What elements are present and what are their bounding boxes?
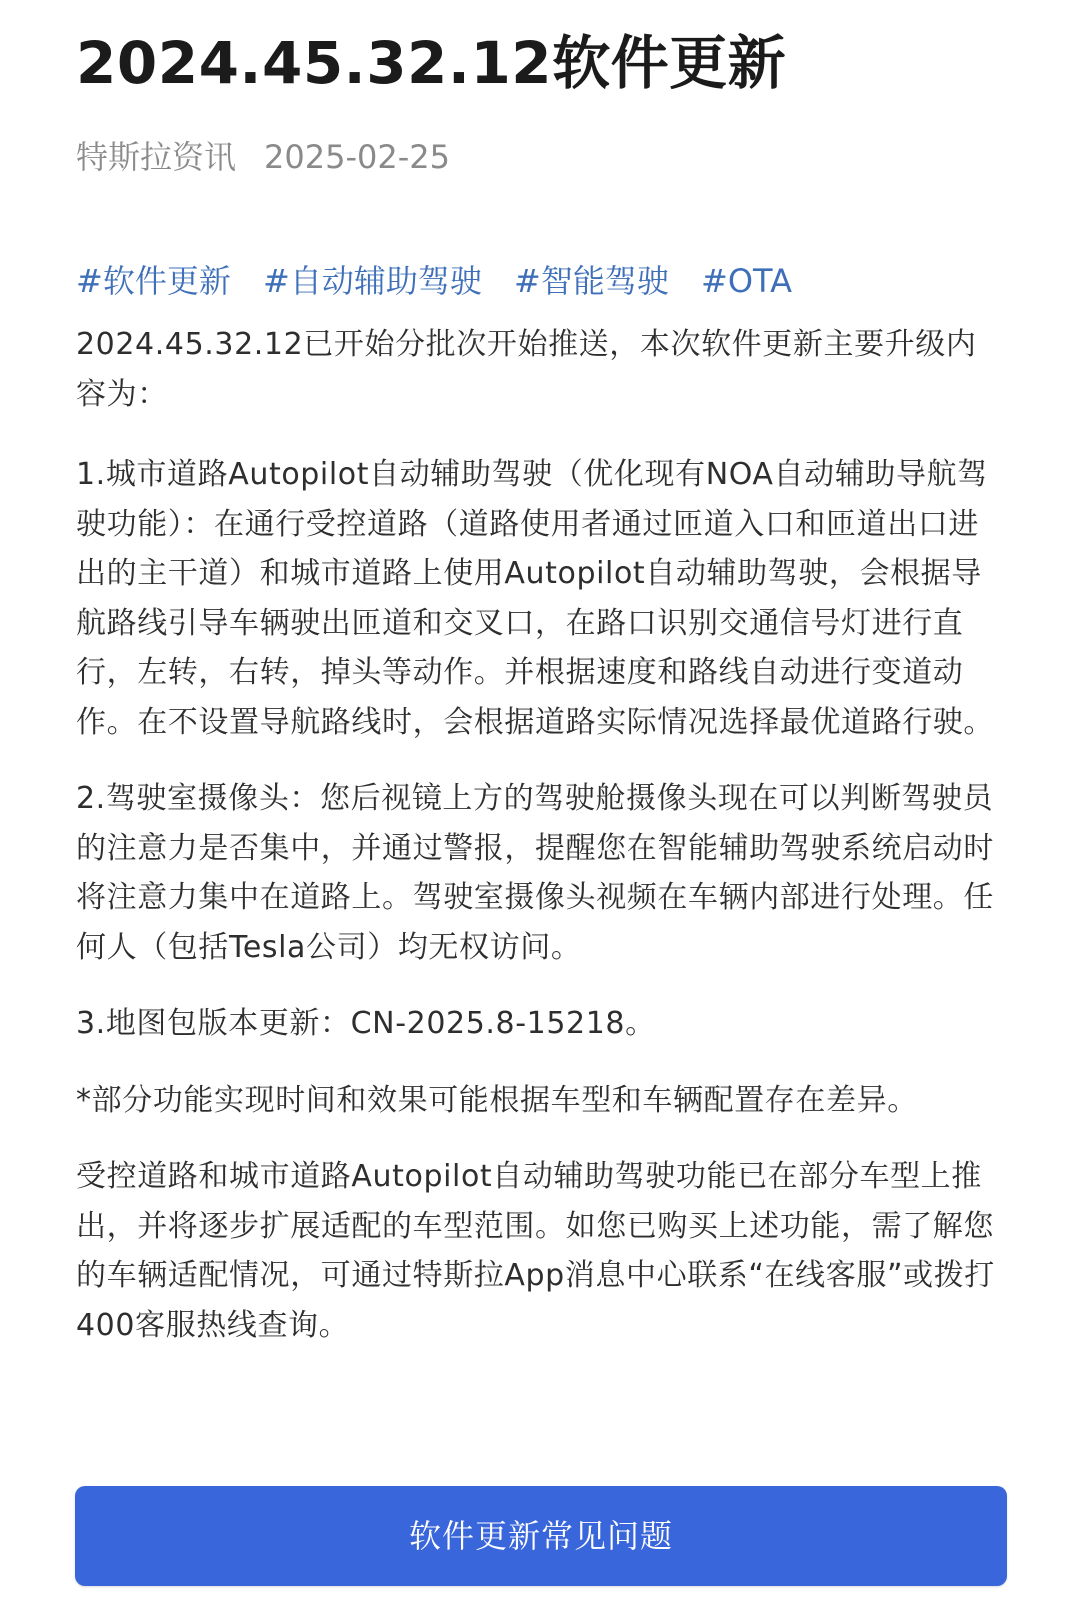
article-body	[76, 320, 996, 1377]
faq-button[interactable]: 软件更新常见问题	[75, 1486, 1007, 1586]
article-source: 特斯拉资讯	[76, 138, 237, 176]
article-date: 2025-02-25	[264, 138, 450, 176]
tag-ota[interactable]: #OTA	[701, 262, 792, 300]
article-title: 2024.45.32.12软件更新	[76, 29, 787, 97]
paragraph-disclaimer: *部分功能实现时间和效果可能根据车型和车辆配置存在差异。	[76, 1082, 918, 1118]
paragraph-availability: 受控道路和城市道路Autopilot自动辅助驾驶功能已在部分车型上推出，并将逐步扩展适配的车型范围。如您已购买上述功能，需了解您的车辆适配情况，可通过特斯拉App消息中心联系“在线客服”或拨打400客服热线查询。	[76, 1159, 995, 1343]
paragraph-map-update: 3.地图包版本更新：CN-2025.8-15218。	[76, 1006, 656, 1041]
tag-software-update[interactable]: #软件更新	[76, 262, 231, 300]
paragraph-intro: 2024.45.32.12已开始分批次开始推送，本次软件更新主要升级内容为：	[76, 327, 977, 412]
tag-autopilot[interactable]: #自动辅助驾驶	[263, 262, 482, 300]
article-meta	[76, 132, 450, 182]
tag-smart-driving[interactable]: #智能驾驶	[514, 262, 669, 300]
tag-list	[76, 256, 814, 306]
paragraph-cabin-camera: 2.驾驶室摄像头：您后视镜上方的驾驶舱摄像头现在可以判断驾驶员的注意力是否集中，并通过警报，提醒您在智能辅助驾驶系统启动时将注意力集中在道路上。驾驶室摄像头视频在车辆内部进行处理。任何人（包括Tesla公司）均无权访问。	[76, 781, 994, 965]
paragraph-city-autopilot: 1.城市道路Autopilot自动辅助驾驶（优化现有NOA自动辅助导航驾驶功能）：在通行受控道路（道路使用者通过匝道入口和匝道出口进出的主干道）和城市道路上使用Autopilot自动辅助驾驶，会根据导航路线引导车辆驶出匝道和交叉口，在路口识别交通信号灯进行直行，左转，右转，掉头等动作。并根据速度和路线自动进行变道动作。在不设置导航路线时，会根据道路实际情况选择最优道路行驶。	[76, 457, 994, 740]
